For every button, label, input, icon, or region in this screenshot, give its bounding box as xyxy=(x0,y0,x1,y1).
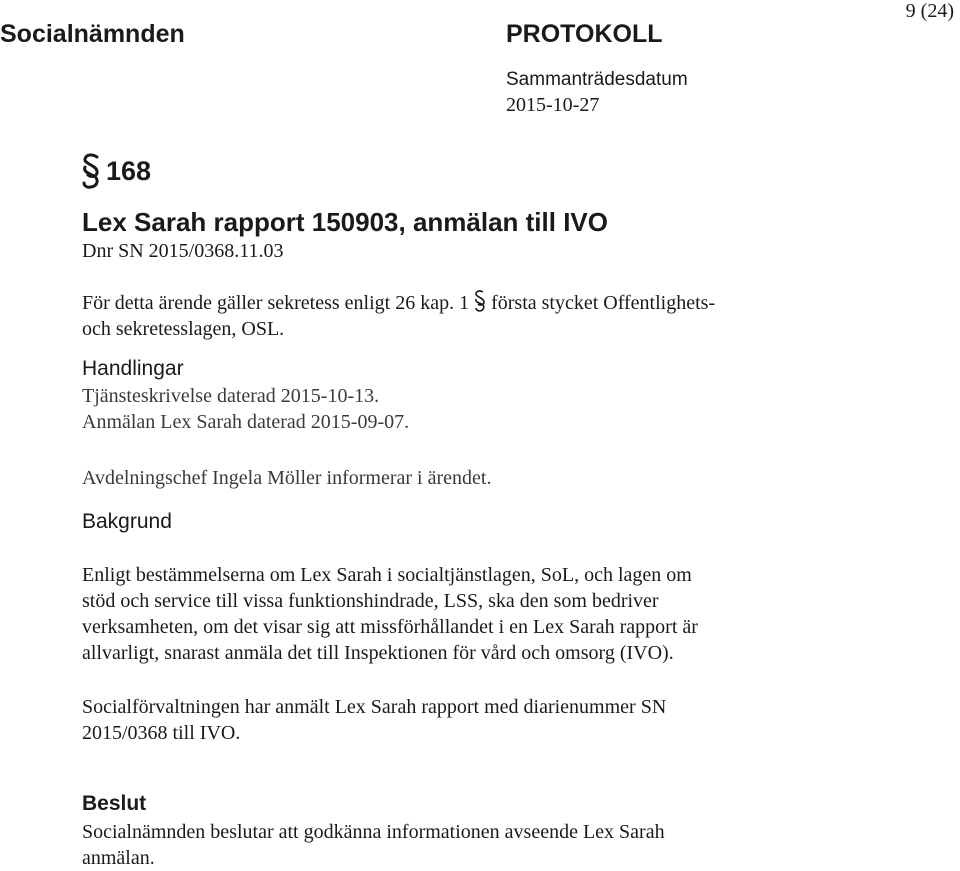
text-line: Socialnämnden beslutar att godkänna informationen avseende Lex Sarah xyxy=(82,821,665,843)
document-item: Anmälan Lex Sarah daterad 2015-09-07. xyxy=(82,411,410,433)
text-line: allvarligt, snarast anmäla det till Inspektionen för vård och omsorg (IVO). xyxy=(82,642,674,664)
document-type: PROTOKOLL xyxy=(506,20,663,48)
secrecy-notice xyxy=(82,287,715,342)
text-line: anmälan. xyxy=(82,847,155,869)
decision-text xyxy=(82,819,665,871)
text-line: Enligt bestämmelserna om Lex Sarah i socialtjänstlagen, SoL, och lagen om xyxy=(82,564,692,586)
page-number: 9 (24) xyxy=(905,0,954,22)
documents-list xyxy=(82,383,409,435)
documents-heading: Handlingar xyxy=(82,357,184,380)
text-line: Socialförvaltningen har anmält Lex Sarah rapport med diarienummer SN xyxy=(82,696,667,718)
background-paragraph-2 xyxy=(82,694,666,746)
background-paragraph-1 xyxy=(82,562,698,666)
secrecy-line-1-end: första stycket Offentlighets- xyxy=(491,292,716,314)
information-note: Avdelningschef Ingela Möller informerar i ärendet. xyxy=(82,467,492,489)
text-line: verksamheten, om det visar sig att missförhållandet i en Lex Sarah rapport är xyxy=(82,616,698,638)
secrecy-line-1 xyxy=(82,287,715,316)
case-reference-number: Dnr SN 2015/0368.11.03 xyxy=(82,240,284,262)
section-sign-icon xyxy=(80,153,102,189)
case-title: Lex Sarah rapport 150903, anmälan till IVO xyxy=(82,207,608,237)
paragraph-symbol-icon xyxy=(469,290,491,319)
secrecy-line-2: och sekretesslagen, OSL. xyxy=(82,318,285,340)
text-line: 2015/0368 till IVO. xyxy=(82,722,241,744)
meeting-date-label: Sammanträdesdatum xyxy=(506,69,688,90)
secrecy-line-1-start: För detta ärende gäller sekretess enligt 26 kap. 1 xyxy=(82,292,470,314)
decision-heading: Beslut xyxy=(82,792,147,815)
text-line: stöd och service till vissa funktionshindrade, LSS, ska den som bedriver xyxy=(82,590,659,612)
background-heading: Bakgrund xyxy=(82,510,172,533)
meeting-date: 2015-10-27 xyxy=(506,94,600,116)
document-item: Tjänsteskrivelse daterad 2015-10-13. xyxy=(82,385,380,407)
organization-name: Socialnämnden xyxy=(0,20,185,48)
paragraph-number: 168 xyxy=(106,156,152,186)
